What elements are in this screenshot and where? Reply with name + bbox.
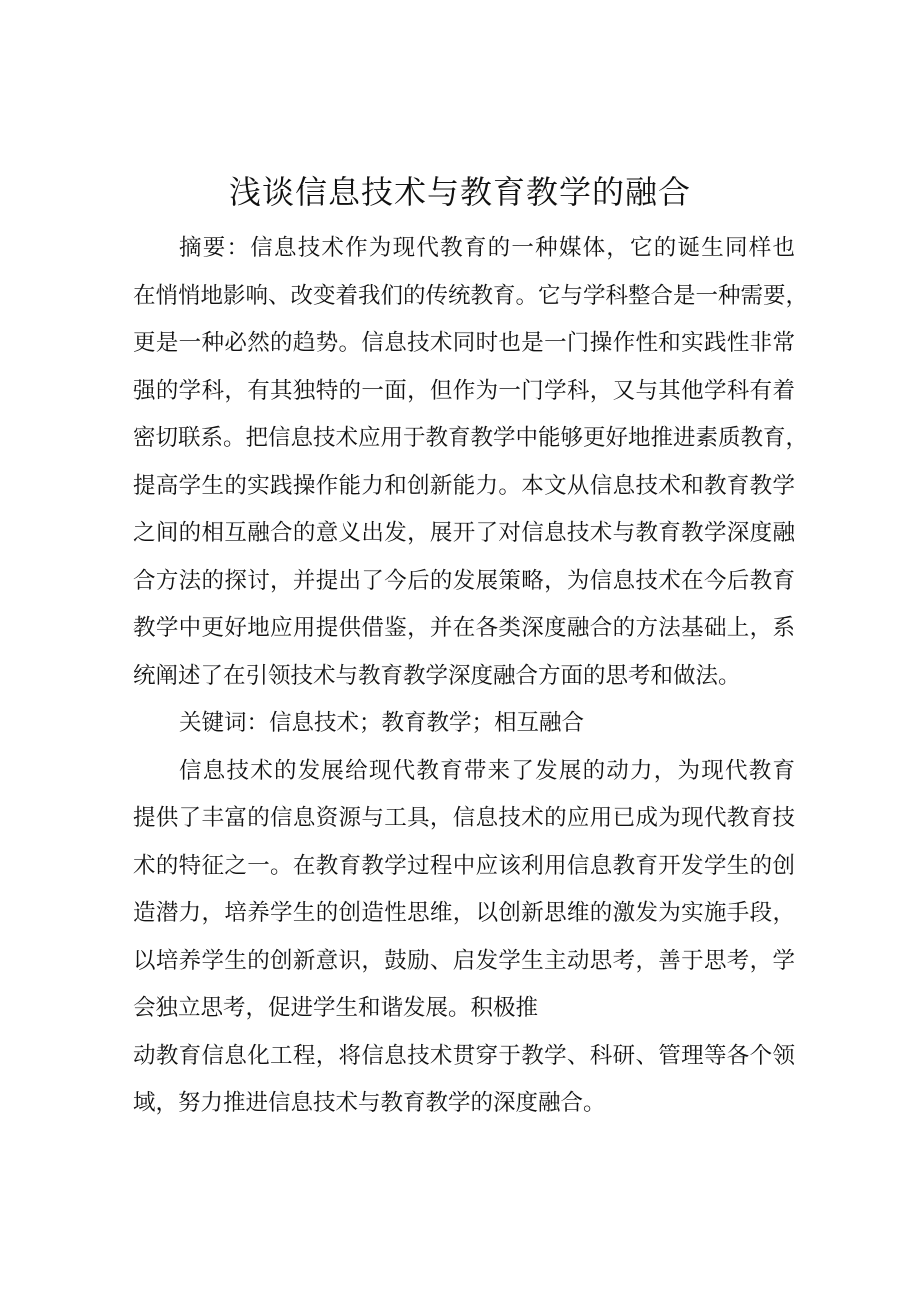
- paragraph-line: 动教育信息化工程，将信息技术贯穿于教学、科研、管理等各个领: [133, 1042, 795, 1069]
- abstract-line: 教学中更好地应用提供借鉴，并在各类深度融合的方法基础上，系: [133, 615, 795, 641]
- paragraph-line: 会独立思考，促进学生和谐发展。积极推: [133, 995, 539, 1021]
- paragraph-line: 术的特征之一。在教育教学过程中应该利用信息教育开发学生的创: [133, 852, 795, 879]
- paragraph-line: 域，努力推进信息技术与教育教学的深度融合。: [133, 1090, 606, 1116]
- abstract-line: 统阐述了在引领技术与教育教学深度融合方面的思考和做法。: [133, 662, 741, 689]
- abstract-line: 提高学生的实践操作能力和创新能力。本文从信息技术和教育教学: [133, 472, 795, 499]
- abstract-line: 在悄悄地影响、改变着我们的传统教育。它与学科整合是一种需要，: [133, 282, 809, 309]
- abstract-line: 强的学科，有其独特的一面，但作为一门学科，又与其他学科有着: [133, 377, 795, 404]
- abstract-line: 摘要：信息技术作为现代教育的一种媒体，它的诞生同样也: [179, 235, 795, 261]
- document-title: 浅谈信息技术与教育教学的融合: [228, 173, 691, 211]
- document-body: [133, 225, 809, 1128]
- paragraph-line: 造潜力，培养学生的创造性思维，以创新思维的激发为实施手段，: [133, 900, 795, 926]
- paragraph-line: 以培养学生的创新意识，鼓励、启发学生主动思考，善于思考，学: [133, 947, 795, 974]
- paragraph-line: 信息技术的发展给现代教育带来了发展的动力，为现代教育: [179, 757, 795, 784]
- abstract-line: 密切联系。把信息技术应用于教育教学中能够更好地推进素质教育，: [133, 425, 809, 451]
- abstract-line: 合方法的探讨，并提出了今后的发展策略，为信息技术在今后教育: [133, 567, 795, 594]
- abstract-line: 之间的相互融合的意义出发，展开了对信息技术与教育教学深度融: [133, 520, 795, 546]
- paragraph-line: 提供了丰富的信息资源与工具，信息技术的应用已成为现代教育技: [133, 805, 795, 831]
- abstract-line: 更是一种必然的趋势。信息技术同时也是一门操作性和实践性非常: [133, 330, 795, 356]
- keywords-line: 关键词：信息技术；教育教学；相互融合: [179, 710, 585, 736]
